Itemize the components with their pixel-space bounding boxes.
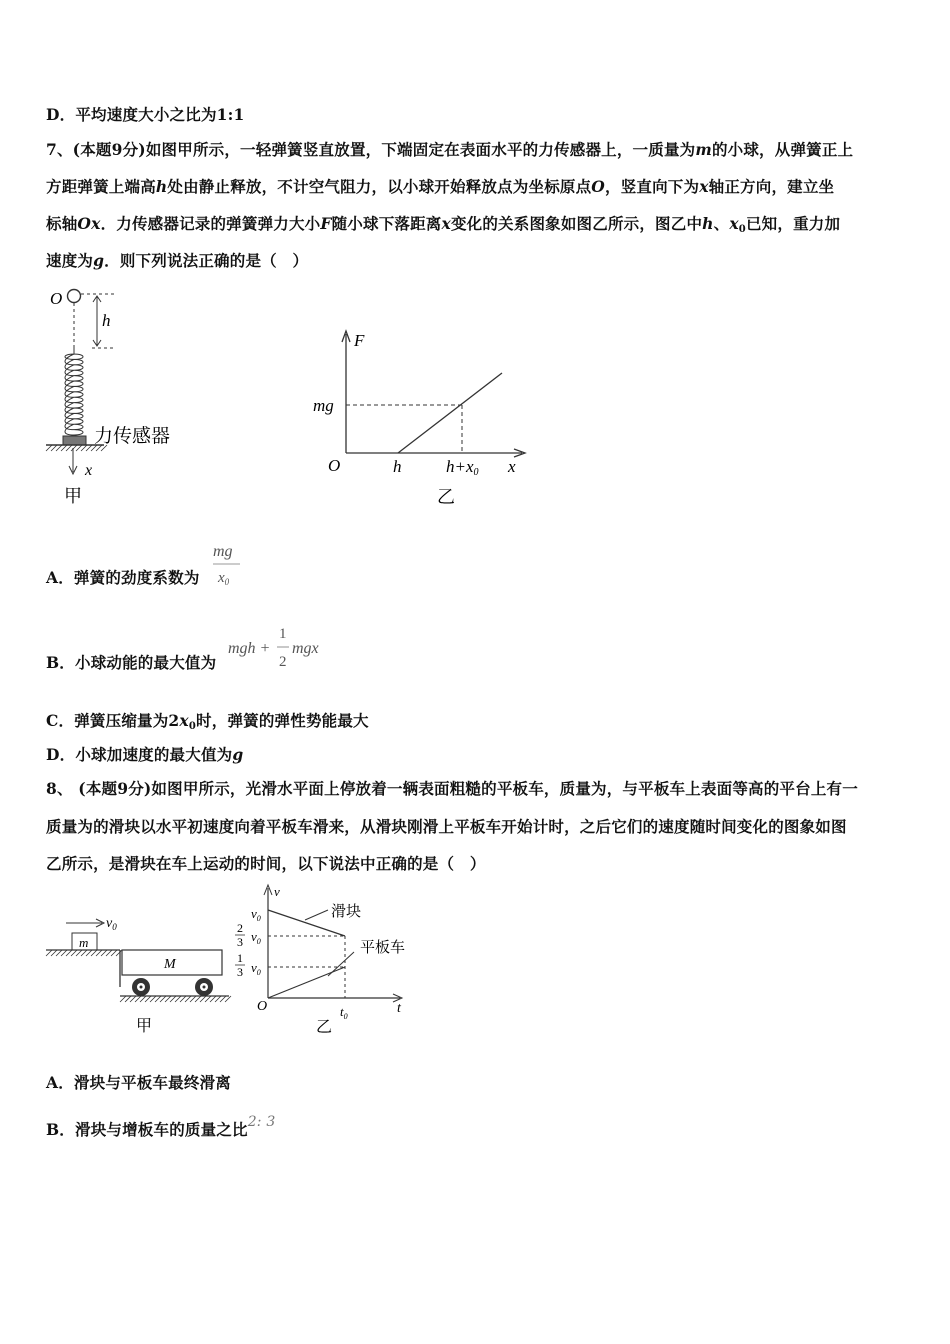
svg-text:t0: $t_0$ — [340, 1004, 348, 1021]
previous-option-d: D．平均速度大小之比为1:1 — [46, 105, 245, 124]
q8-figure-jia — [44, 905, 234, 1035]
label-O: O — [50, 289, 63, 308]
svg-text:v0: $v_0$ — [251, 929, 261, 946]
q8-stem-line2: 质量为的滑块以水平初速度向着平板车滑来，从滑块刚滑上平板车开始计时，之后它们的速度随时间变化的图象如图 — [46, 817, 847, 836]
svg-text:v0: $v_0$ — [106, 916, 117, 932]
q7-stem-line3: 标轴Ox．力传感器记录的弹簧弹力大小F随小球下落距离x变化的关系图象如图乙所示，图乙中h、$x_0$已知，重力加 — [46, 214, 841, 235]
q7-stem-line2: 方距弹簧上端高h处由静止释放，不计空气阻力，以小球开始释放点为坐标原点O，竖直向下为x轴正方向，建立坐 — [46, 177, 835, 196]
svg-text:M: M — [164, 957, 176, 972]
spring — [65, 348, 83, 436]
q8-option-b: B．滑块与增板车的质量之比2: 3 — [46, 1114, 276, 1139]
sensor-label: 力传感器 — [94, 425, 171, 447]
formula-a — [210, 538, 250, 594]
svg-text:t: t — [397, 1001, 401, 1016]
caption: 乙 — [437, 487, 455, 508]
svg-text:滑块: 滑块 — [331, 902, 362, 920]
q8-figure-yi — [230, 880, 420, 1040]
cart-velocity-line — [268, 967, 345, 998]
svg-text:平板车: 平板车 — [360, 938, 406, 956]
svg-text:h: h — [102, 311, 111, 330]
q8-option-a: A．滑块与平板车最终滑离 — [46, 1073, 231, 1092]
svg-text:O: O — [257, 999, 268, 1014]
mass-ratio: 2: 3 — [247, 1114, 276, 1130]
svg-text:2: 2 — [237, 921, 243, 935]
svg-text:mg: mg — [213, 543, 233, 560]
formula-b — [226, 622, 336, 678]
q7-stem-line4: 速度为g．则下列说法正确的是（ ） — [46, 251, 309, 270]
svg-text:v0: $v_0$ — [251, 906, 261, 923]
svg-text:mg: mg — [313, 396, 334, 415]
q8-stem-line3: 乙所示，是滑块在车上运动的时间，以下说法中正确的是（ ） — [46, 854, 486, 873]
q7-option-b: B．小球动能的最大值为 — [46, 653, 217, 672]
svg-text:mgh +: mgh + — [228, 640, 271, 657]
svg-text:v0: $v_0$ — [251, 960, 261, 977]
q7-option-a: A．弹簧的劲度系数为 — [46, 568, 200, 587]
svg-text:h+x0: h+x0 — [446, 457, 479, 478]
caption: 甲 — [64, 486, 82, 507]
svg-text:2: 2 — [279, 654, 287, 670]
svg-text:F: F — [354, 331, 365, 350]
force-line — [398, 373, 502, 453]
svg-text:3: 3 — [237, 965, 243, 979]
svg-text:1: 1 — [237, 951, 243, 965]
q7-stem-line1: 7、(本题9分)如图甲所示，一轻弹簧竖直放置，下端固定在表面水平的力传感器上，一质量为m的小球，从弹簧正上 — [46, 140, 854, 159]
svg-text:x: x — [85, 462, 93, 479]
svg-text:v: v — [274, 884, 280, 899]
svg-text:3: 3 — [237, 935, 243, 949]
q7-option-d: D．小球加速度的最大值为g — [46, 745, 244, 764]
q7-option-c: C．弹簧压缩量为$2x_0$时，弹簧的弹性势能最大 — [46, 711, 369, 732]
q8-stem-line1: 8、 (本题9分)如图甲所示，光滑水平面上停放着一辆表面粗糙的平板车，质量为，与平板车上表面等高的平台上有一 — [46, 779, 858, 798]
svg-text:h: h — [393, 457, 402, 476]
svg-text:x0: $x_0$ — [218, 570, 230, 587]
q7-figure-jia — [44, 284, 194, 514]
ball — [68, 290, 81, 303]
svg-text:O: O — [328, 456, 341, 475]
force-sensor — [63, 436, 86, 445]
svg-text:mgx: mgx — [292, 640, 319, 657]
q7-figure-yi — [310, 326, 530, 511]
caption: 乙 — [316, 1017, 333, 1036]
caption: 甲 — [136, 1016, 153, 1035]
svg-text:x: x — [508, 457, 516, 476]
svg-text:m: m — [79, 935, 89, 950]
svg-text:1: 1 — [279, 626, 287, 642]
